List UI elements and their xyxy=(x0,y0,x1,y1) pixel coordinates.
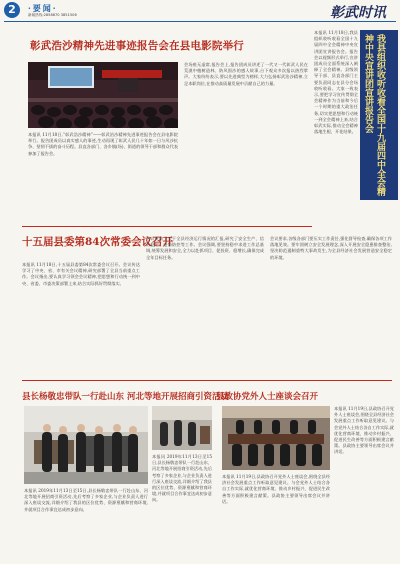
article3-photo-1 xyxy=(24,406,148,484)
page-number-badge: 2 xyxy=(4,2,20,18)
article2-body-left: 本报讯 11月18日,十五届县委第84次常委会议召开。会议传达学习了中央、省、市有关会议精神,研究部署了全县当前重点工作。会议指出,要认真学习领会会议精神,把思想和行动统一到中央、省委、市委决策部署上来,结合实际抓好贯彻落实。 xyxy=(22,262,140,286)
article2-body-right: 会议要求,各级各部门要压实工作责任,强化督导检查,确保各项工作落地见效。要牢固树立安全发展理念,深入开展安全隐患排查整治,坚决防范遏制重特大事故发生,为全县经济社会发展营造安全稳定的环境。 xyxy=(270,236,392,260)
article1-headline: 彰武浩沙精神先进事迹报告会在县电影院举行 xyxy=(30,40,244,52)
sidebar xyxy=(314,30,398,240)
article4-body-right: 本报讯 11月19日,县政协召开党外人士座谈会,围绕全县经济社会发展重点工作听取意见建议。与会党外人士结合各自工作实际,就优化营商环境、推动乡村振兴、促进民生改善等方面积极建言献策。县政协主要领导出席会议并讲话。 xyxy=(334,406,394,455)
article3-photo-2 xyxy=(152,406,212,450)
article2-headline: 十五届县委第84次常委会议召开 xyxy=(22,236,174,248)
article3-headline: 县长杨敬忠带队一行赴山东 河北等地开展招商引资活动 xyxy=(22,392,229,402)
article4-headline: 县政协党外人士座谈会召开 xyxy=(216,392,319,402)
article3-body: 本报讯 2019年11月13日至15日,县长杨敬忠带队一行赴山东、河北等地开展招商引资活动,先后考察了多家企业,与企业负责人进行深入座谈交流,详细介绍了我县的区位优势、资源禀赋和营商环境,并就项目合作事宜达成初步意向。 xyxy=(24,488,148,512)
masthead-divider xyxy=(4,21,396,22)
section-label: ·要闻· xyxy=(28,3,58,13)
article2-body-mid: 会议听取了关于全县经济运行情况的汇报,研究了安全生产、信访稳定、疫情防控等工作。会议强调,要坚持稳中求进工作总基调,统筹发展和安全,全力以赴抓项目、促投资、稳增长,确保完成全年目标任务。 xyxy=(146,236,264,260)
article1-body-left: 本报讯 11月18日,“彰武浩沙精神”——彰武治沙精神先进事迹报告会在县电影院举行。报告团成员以真实感人的事迹,生动再现了彰武人民几十年如一日与风沙抗争、坚韧不拔的奋斗历程。县直各部门、各乡镇(场)、街道的领导干部和群众代表参加了报告会。 xyxy=(28,132,178,156)
article4-photo xyxy=(222,406,330,470)
info-line: 新闻热线:2858870 3851506 xyxy=(28,13,77,17)
article4-body-left: 本报讯 11月19日,县政协召开党外人士座谈会,围绕全县经济社会发展重点工作听取意见建议。与会党外人士结合各自工作实际,就优化营商环境、推动乡村振兴、促进民生改善等方面积极建言献策。县政协主要领导出席会议并讲话。 xyxy=(222,474,330,504)
masthead xyxy=(0,0,400,22)
sidebar-headline: 我县组织收听收看全国十九届四中全会精神中央宣讲团宣讲报告会 xyxy=(363,34,385,196)
paper-name: 彰武时讯 xyxy=(330,5,386,21)
article1-body-right: 会场座无虚席,报告会上,报告团成员讲述了一代又一代彰武人民在荒漠中植树造林、防风固沙的感人故事,台下观众多次报以热烈掌声。大家纷纷表示,要以先进典型为榜样,大力弘扬彰武治沙精神,立足本职岗位,在推动高质量发展中贡献自己的力量。 xyxy=(184,62,308,86)
sidebar-body: 本报讯 11月18日,我县组织收听收看全国十九届四中全会精神中央宣讲团宣讲报告会。报告会以视频形式举行,宣讲团成员全面系统深入阐释了全会精神。县级领导干部、县直各部门主要负责同志在县分会场收听收看。大家一致表示,要把学习宣传贯彻全会精神作为当前和今后一个时期的重大政治任务,切实把思想和行动统一到全会精神上来,结合彰武实际,推动全会精神落地生根、开花结果。 xyxy=(314,30,358,135)
divider-2 xyxy=(22,380,392,381)
sidebar-headline-box xyxy=(360,30,398,200)
divider-1 xyxy=(22,226,312,227)
article1-photo xyxy=(28,62,178,128)
article3-body-continued: 本报讯 2019年11月13日至15日,县长杨敬忠带队一行赴山东、河北等地开展招商引资活动,先后考察了多家企业,与企业负责人进行深入座谈交流,详细介绍了我县的区位优势、资源禀赋和营商环境,并就项目合作事宜达成初步意向。 xyxy=(152,454,212,503)
